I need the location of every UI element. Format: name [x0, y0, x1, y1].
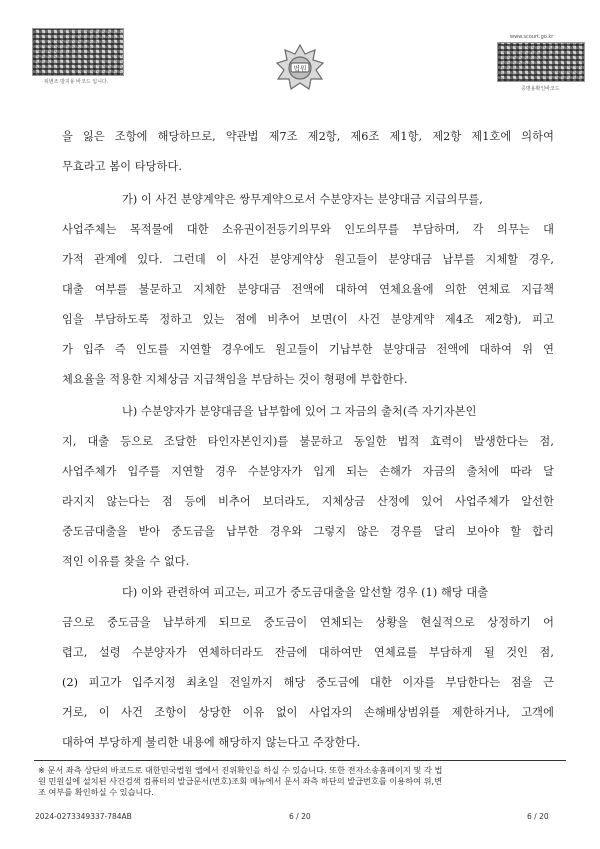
body-line: 금으로 중도금을 납부하게 되므로 중도금이 연체되는 상황을 현실적으로 상정하기 어	[62, 616, 554, 629]
body-line: 가) 이 사건 분양계약은 쌍무계약으로서 수분양자는 분양대금 지급의무를,	[122, 193, 483, 206]
body-line: 라지지 않는다는 점 등에 비추어 보더라도, 지체상금 산정에 있어 사업주체가 알선한	[62, 495, 554, 508]
body-line: 대출 여부를 불문하고 지체한 분양대금 전액에 대하여 연체요율에 의한 연체료 지급책	[62, 283, 554, 296]
body-line: 사업주체는 목적물에 대한 소유권이전등기의무와 인도의무를 부담하며, 각 의무는 대	[62, 223, 554, 236]
verification-barcode	[497, 42, 585, 82]
footer-divider	[34, 760, 566, 761]
court-website-url: www.scourt.go.kr	[510, 34, 554, 40]
notice-line: 원 민원실에 설치된 사건검색 컴퓨터의 발급문서(번호)조회 메뉴에서 문서 좌측 하단의 발급번호를 이용하여 위,변	[38, 776, 443, 786]
body-line: 무효라고 봄이 타당하다.	[62, 160, 183, 173]
page-number-center: 6 / 20	[289, 812, 311, 821]
court-emblem-icon	[272, 42, 328, 94]
body-line: 나) 수분양자가 분양대금을 납부함에 있어 그 자금의 출처(즉 자기자본인	[122, 405, 477, 418]
body-line: 임을 부담하도록 정하고 있는 점에 비추어 보면(이 사건 분양계약 제4조 제2항), 피고	[62, 313, 554, 326]
body-line: 적인 이유를 찾을 수 없다.	[62, 555, 190, 568]
body-line: 거로, 이 사건 조항이 상당한 이유 없이 사업자의 손해배상범위를 제한하거나, 고객에	[62, 706, 554, 719]
body-line: 렵고, 설령 수분양자가 연체하더라도 잔금에 대하여만 연체료를 부담하게 될 것인 점,	[62, 646, 554, 659]
court-emblem-label: 법원	[293, 64, 307, 73]
authenticity-barcode	[32, 28, 124, 76]
body-line: 을 잃은 조항에 해당하므로, 약관법 제7조 제2항, 제6조 제1항, 제2항 제1호에 의하여	[62, 130, 554, 143]
body-line: 다) 이와 관련하여 피고는, 피고가 중도금대출을 알선할 경우 (1) 해당 대출	[122, 586, 489, 599]
body-line: 사업주체가 입주를 지연할 경우 수분양자가 입게 되는 손해가 자금의 출처에 따라 달	[62, 465, 554, 478]
notice-line: ※ 문서 좌측 상단의 바코드로 대한민국법원 앱에서 진위확인을 하실 수 있습니다. 또한 전자소송홈페이지 및 각 법	[38, 765, 443, 775]
body-line: 대하여 부당하게 불리한 내용에 해당하지 않는다고 주장한다.	[62, 736, 361, 749]
page-number-right: 6 / 20	[527, 812, 549, 821]
verification-barcode-caption: 증명용확인바코드	[521, 86, 560, 92]
notice-line: 조 여부를 확인하실 수 있습니다.	[38, 787, 154, 797]
body-line: (2) 피고가 입주지정 최초일 전일까지 해당 중도금에 대한 이자를 부담한다는 점을 근	[62, 676, 554, 689]
body-line: 중도금대출을 받아 중도금을 납부한 경우와 그렇지 않은 경우를 달리 보아야 할 합리	[62, 525, 554, 538]
authenticity-barcode-caption: 위변조 방지용 바코드 입니다.	[44, 79, 109, 85]
body-line: 가적 관계에 있다. 그런데 이 사건 분양계약상 원고들이 분양대금 납부를 지체할 경우,	[62, 253, 554, 266]
authenticity-notice	[38, 765, 566, 798]
body-line: 지, 대출 등으로 조달한 타인자본인지)를 불문하고 동일한 법적 효력이 발생한다는 점,	[62, 435, 554, 448]
body-line: 가 입주 즉 인도를 지연할 경우에도 원고들이 기납부한 분양대금 전액에 대하여 위 연	[62, 343, 554, 356]
body-line: 체요율을 적용한 지체상금 지급책임을 부담하는 것이 형평에 부합한다.	[62, 373, 408, 386]
issue-number: 2024-0273349337-784AB	[35, 812, 132, 821]
